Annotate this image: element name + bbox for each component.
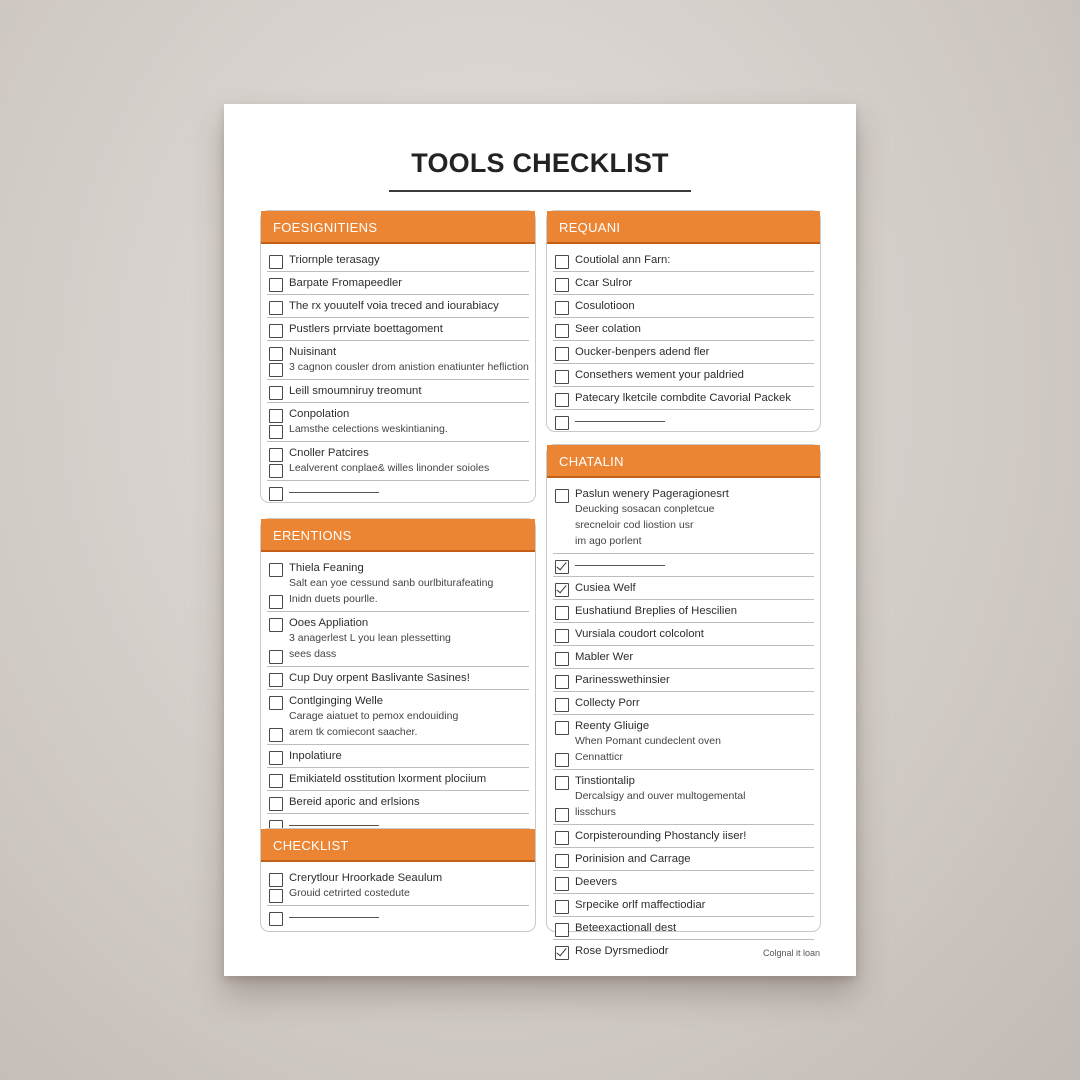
item-line (289, 461, 529, 477)
checkbox[interactable] (555, 324, 569, 338)
blank-write-in-line[interactable] (289, 825, 379, 826)
item-description: srecneloir cod liostion usr (575, 519, 694, 531)
item-line (289, 748, 529, 764)
item-line (289, 631, 529, 647)
section-foesignitiens (260, 210, 536, 503)
checklist-item (267, 867, 529, 906)
item-line (575, 805, 814, 821)
checklist-item (553, 249, 814, 272)
blank-write-in-line[interactable] (289, 492, 379, 493)
item-line (289, 344, 529, 360)
checklist-item (553, 623, 814, 646)
section-items (547, 244, 820, 432)
checklist-item (267, 690, 529, 745)
item-label: Coutiolal ann Farn: (575, 254, 671, 266)
item-line (575, 897, 814, 913)
item-line (575, 502, 814, 518)
item-label: Cup Duy orpent Baslivante Sasines! (289, 672, 470, 684)
section-items (547, 478, 820, 962)
item-blank (575, 557, 814, 573)
item-description: When Pomant cundeclent oven (575, 735, 721, 747)
item-label: Contlginging Welle (289, 695, 383, 707)
checkbox[interactable] (269, 696, 283, 710)
item-line (575, 344, 814, 360)
checklist-item (553, 692, 814, 715)
checkbox[interactable] (269, 912, 283, 926)
item-label: Tinstiontalip (575, 775, 635, 787)
item-line (575, 750, 814, 766)
item-label: Consethers wement your paldried (575, 369, 744, 381)
checked-checkbox[interactable] (555, 560, 569, 574)
section-header: FOESIGNITIENS (261, 211, 535, 244)
item-description: Salt ean yoe cessund sanb ourlbiturafeating (289, 577, 494, 589)
item-line (575, 367, 814, 383)
checked-checkbox[interactable] (555, 583, 569, 597)
item-line (575, 734, 814, 750)
item-line (575, 486, 814, 502)
item-line (575, 603, 814, 619)
item-line (289, 615, 529, 631)
checklist-item (553, 646, 814, 669)
checkbox[interactable] (555, 416, 569, 430)
checkbox[interactable] (269, 673, 283, 687)
checkbox[interactable] (555, 698, 569, 712)
item-line (289, 383, 529, 399)
checklist-item (553, 871, 814, 894)
checklist-item (553, 387, 814, 410)
checklist-item (267, 403, 529, 442)
checkbox[interactable] (555, 923, 569, 937)
item-description: 3 cagnon cousler drom anistion enatiunter hefliction (289, 361, 529, 373)
checklist-item (267, 341, 529, 380)
checkbox[interactable] (555, 489, 569, 503)
item-label: Paslun wenery Pageragionesrt (575, 488, 729, 500)
checklist-item (553, 825, 814, 848)
checkbox[interactable] (269, 464, 283, 478)
checkbox[interactable] (555, 776, 569, 790)
item-label: Porinision and Carrage (575, 853, 691, 865)
item-label: Conpolation (289, 408, 350, 420)
item-line (289, 592, 529, 608)
checkbox[interactable] (555, 652, 569, 666)
checkbox[interactable] (555, 831, 569, 845)
item-description: Grouid cetrirted costedute (289, 887, 410, 899)
item-description: 3 anagerlest L you lean plessetting (289, 632, 451, 644)
checklist-item (553, 341, 814, 364)
item-label: Ccar Sulror (575, 277, 633, 289)
item-line (575, 718, 814, 734)
checkbox[interactable] (555, 278, 569, 292)
checkbox[interactable] (555, 877, 569, 891)
checkbox[interactable] (269, 873, 283, 887)
item-line (289, 445, 529, 461)
item-line (289, 870, 529, 886)
item-line (575, 321, 814, 337)
item-line (289, 670, 529, 686)
checklist-item (267, 557, 529, 612)
page-title: TOOLS CHECKLIST (411, 148, 669, 178)
item-line (575, 649, 814, 665)
item-label: Vursiala coudort colcolont (575, 628, 704, 640)
item-label: Rose Dyrsmediodr (575, 945, 669, 957)
checklist-item (267, 318, 529, 341)
item-line (289, 360, 529, 376)
checklist-item (267, 745, 529, 768)
checklist-item (267, 906, 529, 928)
checkbox[interactable] (555, 255, 569, 269)
item-line (289, 693, 529, 709)
checkbox[interactable] (555, 900, 569, 914)
item-description: Dercalsigy and ouver multogemental (575, 790, 746, 802)
checkbox[interactable] (555, 808, 569, 822)
checkbox[interactable] (269, 324, 283, 338)
checkbox[interactable] (269, 347, 283, 361)
item-line (575, 828, 814, 844)
checkbox[interactable] (269, 618, 283, 632)
checklist-item (267, 442, 529, 481)
checklist-item (553, 848, 814, 871)
item-line (289, 576, 529, 592)
item-label: Parinesswethinsier (575, 674, 670, 686)
checkbox[interactable] (555, 393, 569, 407)
item-description: sees dass (289, 648, 337, 660)
checkbox[interactable] (555, 370, 569, 384)
checklist-item (267, 249, 529, 272)
checklist-item (267, 768, 529, 791)
checkbox[interactable] (555, 721, 569, 735)
item-label: Oucker-benpers adend fler (575, 346, 710, 358)
checkbox[interactable] (269, 255, 283, 269)
checkbox[interactable] (555, 347, 569, 361)
section-items (261, 552, 535, 836)
checkbox[interactable] (269, 751, 283, 765)
item-line (575, 851, 814, 867)
checklist-item (553, 318, 814, 341)
item-line (575, 518, 814, 534)
section-checklist (260, 828, 536, 932)
checkbox[interactable] (555, 753, 569, 767)
item-blank (575, 413, 814, 429)
item-line (289, 275, 529, 291)
checklist-item (553, 715, 814, 770)
item-description: Deucking sosacan conpletcue (575, 503, 715, 515)
checklist-item (553, 894, 814, 917)
checkbox[interactable] (555, 301, 569, 315)
item-label: Inpolatiure (289, 750, 342, 762)
item-line (289, 794, 529, 810)
item-line (289, 422, 529, 438)
section-header: CHECKLIST (261, 829, 535, 862)
section-header: CHATALIN (547, 445, 820, 478)
item-line (575, 920, 814, 936)
checklist-item (553, 770, 814, 825)
item-label: Beteexactionall dest (575, 922, 677, 934)
item-description: Lealverent conplae& willes linonder soioles (289, 462, 490, 474)
item-label: Pustlers prrviate boettagoment (289, 323, 443, 335)
checkbox[interactable] (555, 854, 569, 868)
checklist-item (553, 917, 814, 940)
blank-write-in-line[interactable] (289, 917, 379, 918)
item-line (575, 626, 814, 642)
item-label: Mabler Wer (575, 651, 634, 663)
section-items (261, 244, 535, 503)
item-description: Lamsthe celections weskintianing. (289, 423, 448, 435)
item-description: im ago porlent (575, 535, 642, 547)
checkbox[interactable] (555, 606, 569, 620)
item-label: Triornple terasagy (289, 254, 380, 266)
item-line (575, 874, 814, 890)
checkbox[interactable] (269, 487, 283, 501)
checklist-item (553, 483, 814, 554)
checkbox[interactable] (269, 889, 283, 903)
section-requani (546, 210, 821, 432)
item-line (289, 647, 529, 663)
item-label: Patecary lketcile combdite Cavorial Packek (575, 392, 791, 404)
item-label: Corpisterounding Phostancly iiser! (575, 830, 747, 842)
checkbox[interactable] (269, 728, 283, 742)
checkbox[interactable] (269, 774, 283, 788)
checkbox[interactable] (269, 386, 283, 400)
item-label: Bereid aporic and erlsions (289, 796, 420, 808)
item-blank (289, 909, 529, 925)
item-line (289, 298, 529, 314)
item-label: Srpecike orlf maffectiodiar (575, 899, 706, 911)
item-label: Seer colation (575, 323, 641, 335)
item-label: Crerytlour Hroorkade Seaulum (289, 872, 443, 884)
title-underline (389, 190, 691, 192)
checkbox[interactable] (269, 409, 283, 423)
checkbox[interactable] (269, 797, 283, 811)
item-description: Carage aiatuet to pemox endouiding (289, 710, 459, 722)
item-line (575, 580, 814, 596)
checklist-item (267, 791, 529, 814)
item-line (289, 560, 529, 576)
item-label: Cusiea Welf (575, 582, 636, 594)
item-line (575, 298, 814, 314)
checklist-item (553, 295, 814, 318)
checklist-item (553, 554, 814, 577)
item-description: lisschurs (575, 806, 616, 818)
item-label: Cosulotioon (575, 300, 635, 312)
item-line (575, 275, 814, 291)
item-line (575, 534, 814, 550)
section-header: ERENTIONS (261, 519, 535, 552)
checkbox[interactable] (269, 563, 283, 577)
checkbox[interactable] (269, 448, 283, 462)
item-line (289, 771, 529, 787)
checklist-item (553, 272, 814, 295)
item-line (575, 672, 814, 688)
checkbox[interactable] (269, 650, 283, 664)
item-line (289, 725, 529, 741)
item-line (289, 406, 529, 422)
checklist-item (553, 577, 814, 600)
checkbox[interactable] (269, 363, 283, 377)
item-description: Cennatticr (575, 751, 623, 763)
checklist-item (553, 364, 814, 387)
item-line (289, 709, 529, 725)
checklist-paper (224, 104, 856, 976)
checklist-item (553, 410, 814, 432)
item-label: The rx youutelf voia treced and iourabiacy (289, 300, 499, 312)
item-line (575, 695, 814, 711)
item-line (575, 390, 814, 406)
item-label: Eushatiund Breplies of Hescilien (575, 605, 738, 617)
item-line (575, 789, 814, 805)
blank-write-in-line[interactable] (575, 565, 665, 566)
footer-credit: Colgnal it loan (762, 948, 820, 958)
item-label: Reenty Gliuige (575, 720, 650, 732)
section-items (261, 862, 535, 928)
checkbox[interactable] (555, 675, 569, 689)
checklist-item (553, 669, 814, 692)
item-label: Barpate Fromapeedler (289, 277, 403, 289)
checklist-item (267, 295, 529, 318)
checkbox[interactable] (269, 301, 283, 315)
checkbox[interactable] (269, 425, 283, 439)
item-label: Collecty Porr (575, 697, 640, 709)
item-description: arem tk comiecont saacher. (289, 726, 418, 738)
checklist-item (553, 600, 814, 623)
checklist-item (267, 612, 529, 667)
item-label: Cnoller Patcires (289, 447, 369, 459)
item-line (289, 252, 529, 268)
checkbox[interactable] (269, 278, 283, 292)
item-line (575, 252, 814, 268)
section-header: REQUANI (547, 211, 820, 244)
item-label: Nuisinant (289, 346, 337, 358)
item-description: Inidn duets pourlle. (289, 593, 378, 605)
checklist-item (267, 481, 529, 503)
item-blank (289, 484, 529, 500)
checklist-item (267, 272, 529, 295)
checked-checkbox[interactable] (555, 946, 569, 960)
item-line (289, 886, 529, 902)
checkbox[interactable] (555, 629, 569, 643)
item-label: Leill smoumniruy treomunt (289, 385, 422, 397)
item-label: Deevers (575, 876, 618, 888)
checklist-item (267, 380, 529, 403)
item-label: Ooes Appliation (289, 617, 369, 629)
item-line (289, 321, 529, 337)
checklist-item (267, 667, 529, 690)
item-label: Thiela Feaning (289, 562, 364, 574)
blank-write-in-line[interactable] (575, 421, 665, 422)
item-line (575, 773, 814, 789)
checkbox[interactable] (269, 595, 283, 609)
item-label: Emikiateld osstitution lxorment plociium (289, 773, 487, 785)
